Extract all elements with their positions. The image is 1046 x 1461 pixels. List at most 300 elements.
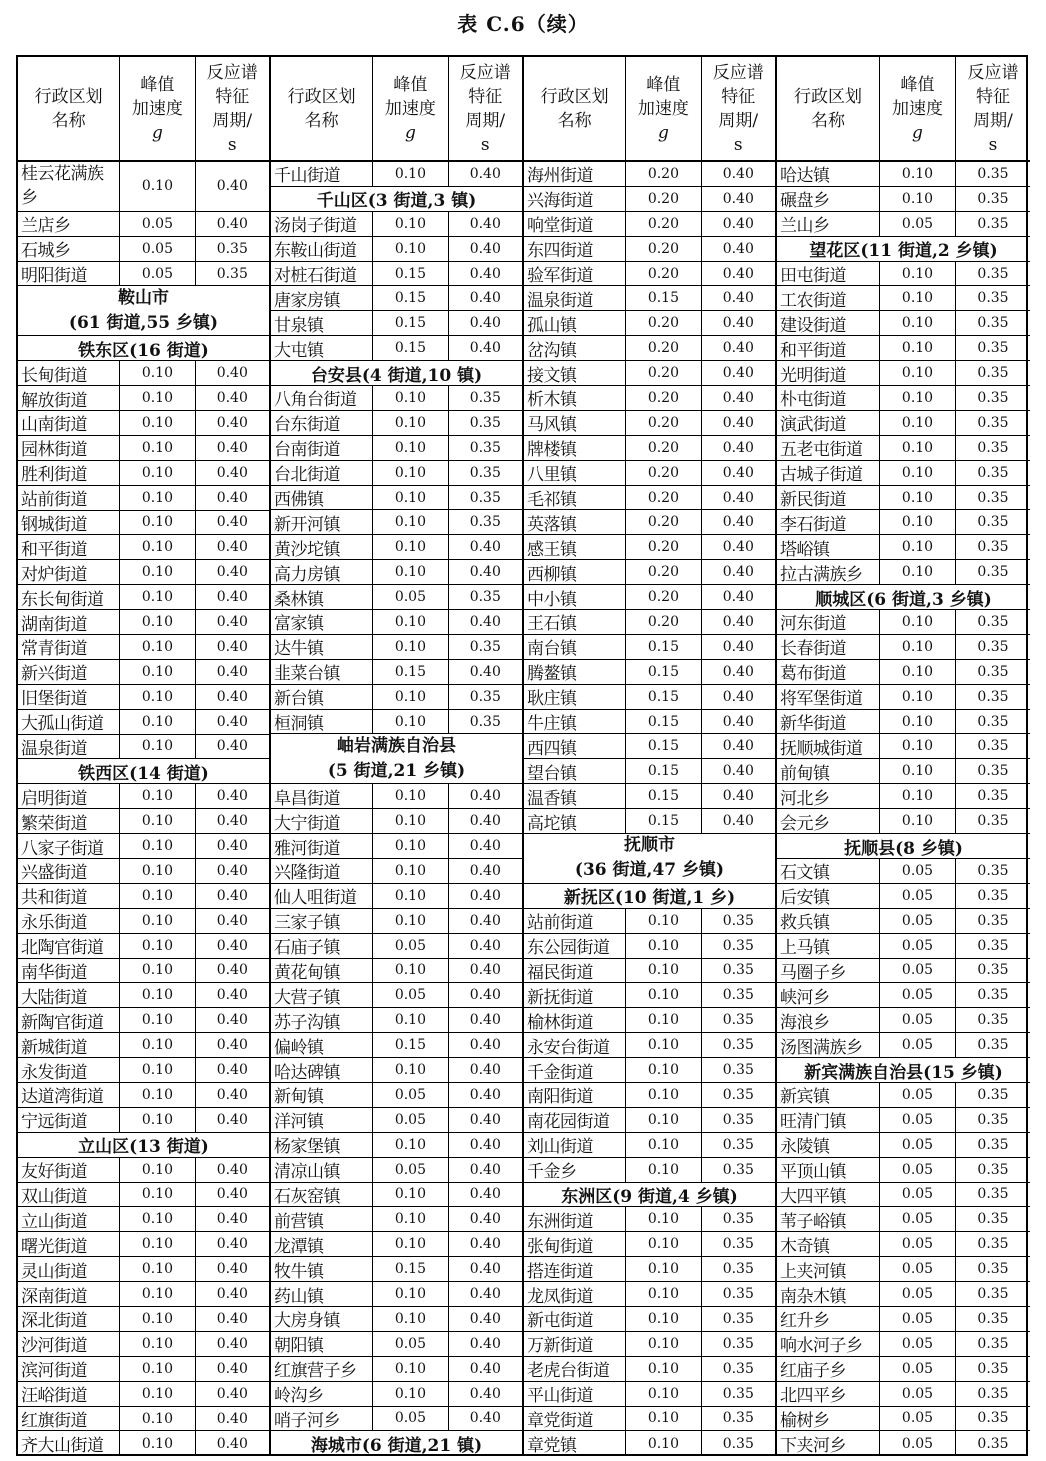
table-row [18, 809, 269, 834]
table-row [524, 1232, 775, 1257]
peak-acceleration: 0.10 [373, 162, 448, 186]
peak-acceleration: 0.20 [626, 560, 701, 584]
table-row [524, 1282, 775, 1307]
characteristic-period: 0.40 [469, 912, 501, 929]
header-name: 行政区划 名称 [524, 57, 626, 160]
characteristic-period: 0.40 [216, 514, 248, 531]
peak-acceleration: 0.10 [373, 784, 448, 808]
header-period: 反应谱 特征 周期/ s [206, 62, 258, 155]
characteristic-period: 0.40 [722, 613, 754, 630]
peak-acceleration: 0.10 [373, 411, 448, 435]
region-name: 南阳街道 [524, 1083, 626, 1107]
city-row [524, 834, 775, 884]
characteristic-period: 0.40 [216, 614, 248, 630]
peak-acceleration: 0.15 [373, 286, 448, 310]
table-row [18, 585, 269, 610]
peak-acceleration: 0.10 [880, 685, 956, 709]
characteristic-period: 0.40 [722, 265, 754, 282]
peak-acceleration: 0.15 [626, 286, 701, 310]
characteristic-period: 0.35 [977, 962, 1009, 979]
characteristic-period: 0.35 [977, 788, 1009, 805]
table-row [271, 1033, 522, 1058]
characteristic-period: 0.35 [722, 1410, 754, 1427]
table-row [18, 1332, 269, 1357]
table-row [18, 1183, 269, 1208]
region-name: 南杂木镇 [777, 1282, 880, 1306]
section-row [777, 237, 1030, 262]
table-row [524, 585, 775, 610]
characteristic-period: 0.40 [469, 1161, 501, 1178]
characteristic-period: 0.40 [216, 539, 248, 556]
peak-acceleration: 0.15 [373, 262, 448, 286]
characteristic-period: 0.40 [722, 564, 754, 581]
characteristic-period: 0.35 [977, 1111, 1009, 1128]
characteristic-period: 0.40 [216, 1037, 248, 1054]
characteristic-period: 0.35 [977, 1186, 1009, 1203]
peak-acceleration: 0.05 [880, 1158, 956, 1182]
city-heading [524, 834, 775, 883]
table-row [777, 386, 1030, 411]
characteristic-period: 0.35 [722, 937, 754, 954]
peak-acceleration: 0.10 [373, 535, 448, 559]
characteristic-period: 0.40 [216, 178, 248, 195]
characteristic-period: 0.40 [469, 1111, 501, 1128]
table-row [777, 1158, 1030, 1183]
characteristic-period: 0.35 [469, 439, 501, 456]
table-row [777, 535, 1030, 560]
peak-acceleration: 0.10 [626, 1158, 701, 1182]
peak-acceleration: 0.10 [626, 1232, 701, 1256]
table-row [271, 1008, 522, 1033]
city-row [18, 286, 269, 336]
region-name: 兰店乡 [18, 212, 120, 236]
table-row [524, 1133, 775, 1158]
region-name: 西四镇 [524, 734, 626, 758]
characteristic-period: 0.35 [977, 389, 1009, 406]
peak-acceleration: 0.10 [880, 635, 956, 659]
peak-acceleration: 0.05 [880, 1232, 956, 1256]
table-row [777, 983, 1030, 1008]
peak-acceleration: 0.20 [626, 311, 701, 335]
header-name: 行政区划 名称 [777, 57, 880, 160]
table-row [271, 1158, 522, 1183]
peak-acceleration: 0.05 [880, 1133, 956, 1157]
characteristic-period: 0.40 [722, 389, 754, 406]
city-heading [271, 734, 522, 783]
table-row [271, 859, 522, 884]
characteristic-period: 0.35 [977, 290, 1009, 307]
characteristic-period: 0.40 [469, 937, 501, 954]
peak-acceleration: 0.10 [880, 784, 956, 808]
characteristic-period: 0.40 [469, 987, 501, 1004]
region-name: 解放街道 [18, 386, 120, 410]
peak-acceleration: 0.10 [880, 486, 956, 510]
table-row [524, 734, 775, 759]
table-row [271, 1307, 522, 1332]
table-row [777, 411, 1030, 436]
characteristic-period: 0.35 [469, 688, 501, 705]
table-row [777, 560, 1030, 585]
peak-acceleration: 0.10 [120, 884, 195, 908]
section-row [524, 1183, 775, 1208]
region-name: 红旗街道 [18, 1407, 120, 1431]
region-name: 新华街道 [777, 710, 880, 734]
table-row [18, 1108, 269, 1133]
region-name: 对桩石街道 [271, 262, 373, 286]
characteristic-period: 0.35 [977, 539, 1009, 556]
characteristic-period: 0.40 [469, 838, 501, 854]
table-row [18, 361, 269, 386]
table-row [777, 610, 1030, 635]
characteristic-period: 0.40 [216, 1410, 248, 1427]
region-name: 李石街道 [777, 510, 880, 534]
peak-acceleration: 0.10 [120, 1008, 195, 1032]
peak-acceleration: 0.10 [880, 162, 956, 186]
region-name: 红升乡 [777, 1307, 880, 1331]
characteristic-period: 0.35 [977, 713, 1009, 730]
table-row [524, 784, 775, 809]
table-row [271, 1058, 522, 1083]
peak-acceleration: 0.10 [120, 784, 195, 808]
table-row [18, 959, 269, 984]
characteristic-period: 0.35 [977, 564, 1009, 581]
table-row [18, 1257, 269, 1282]
region-name: 塔峪镇 [777, 535, 880, 559]
characteristic-period: 0.40 [216, 1236, 248, 1253]
section-heading: 海城市(6 街道,21 镇) [310, 1436, 483, 1457]
characteristic-period: 0.35 [722, 1037, 754, 1054]
characteristic-period: 0.40 [216, 813, 248, 830]
characteristic-period: 0.35 [722, 1335, 754, 1352]
table-row [524, 635, 775, 660]
region-name: 宁远街道 [18, 1108, 120, 1132]
region-name: 汤岗子街道 [271, 212, 373, 236]
header-pga-wrap [638, 73, 689, 145]
region-name: 温香镇 [524, 784, 626, 808]
characteristic-period: 0.40 [216, 439, 248, 456]
table-row [777, 734, 1030, 759]
peak-acceleration: 0.10 [880, 386, 956, 410]
table-row [18, 436, 269, 461]
table-column [524, 57, 777, 1457]
characteristic-period: 0.40 [722, 738, 754, 755]
table-row [524, 983, 775, 1008]
table-row [524, 1058, 775, 1083]
header-period: 反应谱 特征 周期/ s [967, 62, 1019, 155]
region-name: 峡河乡 [777, 983, 880, 1007]
region-name: 大营子镇 [271, 983, 373, 1007]
region-name: 洋河镇 [271, 1108, 373, 1132]
characteristic-period: 0.35 [977, 688, 1009, 705]
region-name: 石庙子镇 [271, 934, 373, 958]
table-row [777, 685, 1030, 710]
characteristic-period: 0.40 [469, 539, 501, 556]
region-name: 千金街道 [524, 1058, 626, 1082]
region-name: 石文镇 [777, 859, 880, 883]
city-name: 抚顺市 [624, 835, 675, 856]
region-name: 岔沟镇 [524, 336, 626, 360]
header-pga-wrap [892, 73, 943, 145]
city-count: (61 街道,55 乡镇) [68, 312, 219, 333]
header-pga-label: 峰值 加速度 [384, 74, 436, 119]
section-heading: 望花区(11 街道,2 乡镇) [809, 241, 998, 261]
table-row [524, 909, 775, 934]
characteristic-period: 0.35 [977, 190, 1009, 207]
city-name: 岫岩满族自治县 [337, 735, 456, 756]
characteristic-period: 0.40 [469, 1286, 501, 1303]
table-row [524, 1332, 775, 1357]
peak-acceleration: 0.10 [120, 162, 195, 211]
characteristic-period: 0.40 [216, 215, 248, 232]
characteristic-period: 0.40 [722, 514, 754, 531]
region-name: 旺清门镇 [777, 1108, 880, 1132]
peak-acceleration: 0.10 [880, 286, 956, 310]
region-name: 腾鳌镇 [524, 660, 626, 684]
table-row [777, 461, 1030, 486]
peak-acceleration: 0.10 [626, 983, 701, 1007]
section-row [524, 884, 775, 909]
region-name: 后安镇 [777, 884, 880, 908]
region-name: 园林街道 [18, 436, 120, 460]
characteristic-period: 0.35 [977, 1211, 1009, 1228]
peak-acceleration: 0.20 [626, 436, 701, 460]
characteristic-period: 0.35 [977, 1261, 1009, 1278]
peak-acceleration: 0.20 [626, 162, 701, 186]
peak-acceleration: 0.20 [626, 535, 701, 559]
peak-acceleration: 0.10 [626, 1307, 701, 1331]
table-row [271, 959, 522, 984]
table-row [777, 859, 1030, 884]
characteristic-period: 0.40 [722, 688, 754, 705]
region-name: 前甸镇 [777, 759, 880, 783]
characteristic-period: 0.40 [216, 1286, 248, 1303]
characteristic-period: 0.40 [469, 862, 501, 879]
table-row [18, 511, 269, 536]
table-row [777, 1183, 1030, 1208]
region-name: 析木镇 [524, 386, 626, 410]
region-name: 雅河街道 [271, 834, 373, 858]
table-row [271, 560, 522, 585]
table-row [271, 1382, 522, 1407]
peak-acceleration: 0.10 [373, 685, 448, 709]
region-name: 常青街道 [18, 635, 120, 659]
characteristic-period: 0.40 [469, 1310, 501, 1327]
characteristic-period: 0.40 [216, 887, 248, 904]
peak-acceleration: 0.10 [120, 1083, 195, 1107]
peak-acceleration: 0.05 [880, 1257, 956, 1281]
characteristic-period: 0.35 [469, 389, 501, 406]
peak-acceleration: 0.10 [120, 959, 195, 983]
table-row [524, 560, 775, 585]
region-name: 对炉街道 [18, 560, 120, 584]
peak-acceleration: 0.05 [373, 1332, 448, 1356]
region-name: 滨河街道 [18, 1357, 120, 1381]
peak-acceleration: 0.10 [120, 560, 195, 584]
characteristic-period: 0.35 [722, 987, 754, 1004]
peak-acceleration: 0.10 [373, 834, 448, 858]
table-row [777, 784, 1030, 809]
peak-acceleration: 0.10 [880, 461, 956, 485]
table-row [271, 1407, 522, 1432]
characteristic-period: 0.40 [216, 389, 248, 406]
table-row [524, 411, 775, 436]
seismic-parameter-table [16, 55, 1028, 1456]
characteristic-period: 0.40 [469, 1261, 501, 1278]
characteristic-period: 0.40 [216, 1335, 248, 1352]
peak-acceleration: 0.10 [626, 1357, 701, 1381]
characteristic-period: 0.40 [469, 887, 501, 904]
peak-acceleration: 0.10 [120, 660, 195, 684]
peak-acceleration: 0.10 [120, 1431, 195, 1456]
characteristic-period: 0.40 [469, 663, 501, 680]
peak-acceleration: 0.10 [880, 560, 956, 584]
region-name: 温泉街道 [18, 735, 120, 759]
peak-acceleration: 0.10 [373, 859, 448, 883]
characteristic-period: 0.40 [216, 912, 248, 929]
characteristic-period: 0.35 [977, 1286, 1009, 1303]
region-name: 大四平镇 [777, 1183, 880, 1207]
region-name: 前营镇 [271, 1207, 373, 1231]
peak-acceleration: 0.05 [880, 884, 956, 908]
characteristic-period: 0.40 [216, 663, 248, 680]
table-row [271, 1183, 522, 1208]
peak-acceleration: 0.20 [626, 237, 701, 261]
characteristic-period: 0.40 [216, 1062, 248, 1079]
peak-acceleration: 0.05 [120, 212, 195, 236]
region-name: 东公园街道 [524, 934, 626, 958]
peak-acceleration: 0.10 [880, 710, 956, 734]
table-row [18, 1282, 269, 1307]
characteristic-period: 0.35 [977, 1310, 1009, 1327]
region-name: 南华街道 [18, 959, 120, 983]
characteristic-period: 0.40 [469, 613, 501, 630]
section-row [271, 361, 522, 386]
table-row [524, 1083, 775, 1108]
region-name: 牛庄镇 [524, 710, 626, 734]
region-name: 三家子镇 [271, 909, 373, 933]
characteristic-period: 0.35 [977, 1335, 1009, 1352]
peak-acceleration: 0.20 [626, 336, 701, 360]
region-name: 新宾镇 [777, 1083, 880, 1107]
header-pga [880, 57, 956, 160]
table-row [777, 262, 1030, 287]
table-row [524, 535, 775, 560]
table-row [18, 486, 269, 511]
peak-acceleration: 0.10 [626, 1033, 701, 1057]
region-name: 海浪乡 [777, 1008, 880, 1032]
peak-acceleration: 0.10 [120, 1158, 195, 1182]
region-name: 兴盛街道 [18, 859, 120, 883]
table-row [271, 311, 522, 336]
header-period: 反应谱 特征 周期/ s [712, 62, 764, 155]
peak-acceleration: 0.15 [626, 759, 701, 783]
section-heading: 东洲区(9 街道,4 乡镇) [561, 1186, 738, 1207]
section-row [777, 585, 1030, 610]
region-name: 新城街道 [18, 1033, 120, 1057]
region-name: 深北街道 [18, 1307, 120, 1331]
table-row [524, 386, 775, 411]
region-name: 平顶山镇 [777, 1158, 880, 1182]
peak-acceleration: 0.10 [373, 1282, 448, 1306]
region-name: 偏岭镇 [271, 1033, 373, 1057]
characteristic-period: 0.40 [469, 1211, 501, 1228]
characteristic-period: 0.40 [722, 763, 754, 780]
table-row [271, 635, 522, 660]
table-row [18, 660, 269, 685]
peak-acceleration: 0.10 [626, 1133, 701, 1157]
table-row [777, 635, 1030, 660]
region-name: 河北乡 [777, 784, 880, 808]
peak-acceleration: 0.05 [120, 262, 195, 286]
region-name: 新台镇 [271, 685, 373, 709]
region-name: 龙潭镇 [271, 1232, 373, 1256]
region-name: 古城子街道 [777, 461, 880, 485]
region-name: 榆树乡 [777, 1407, 880, 1431]
peak-acceleration: 0.10 [120, 1207, 195, 1231]
peak-acceleration: 0.05 [880, 959, 956, 983]
table-row [524, 187, 775, 212]
characteristic-period: 0.40 [722, 365, 754, 382]
peak-acceleration: 0.15 [626, 635, 701, 659]
peak-acceleration: 0.10 [373, 1232, 448, 1256]
characteristic-period: 0.40 [216, 1211, 248, 1228]
region-name: 繁荣街道 [18, 809, 120, 833]
peak-acceleration: 0.20 [626, 461, 701, 485]
region-name: 黄沙坨镇 [271, 535, 373, 559]
characteristic-period: 0.40 [722, 589, 754, 606]
peak-acceleration: 0.05 [880, 212, 956, 236]
characteristic-period: 0.35 [722, 1012, 754, 1029]
characteristic-period: 0.40 [722, 315, 754, 332]
peak-acceleration: 0.10 [120, 511, 195, 535]
characteristic-period: 0.35 [977, 763, 1009, 780]
table-row [777, 1108, 1030, 1133]
characteristic-period: 0.35 [722, 1136, 754, 1153]
characteristic-period: 0.40 [216, 1385, 248, 1402]
region-name: 抚顺城街道 [777, 734, 880, 758]
table-row [271, 784, 522, 809]
characteristic-period: 0.40 [469, 290, 501, 307]
region-name: 兴隆街道 [271, 859, 373, 883]
peak-acceleration: 0.15 [626, 784, 701, 808]
characteristic-period: 0.35 [977, 862, 1009, 879]
region-name: 木奇镇 [777, 1232, 880, 1256]
region-name: 兴海街道 [524, 187, 626, 211]
peak-acceleration: 0.10 [626, 1407, 701, 1431]
peak-acceleration: 0.10 [626, 1083, 701, 1107]
table-row [18, 411, 269, 436]
peak-acceleration: 0.20 [626, 361, 701, 385]
peak-acceleration: 0.10 [373, 1382, 448, 1406]
region-name: 阜昌街道 [271, 784, 373, 808]
table-column [271, 57, 524, 1457]
table-row [777, 1282, 1030, 1307]
characteristic-period: 0.40 [216, 564, 248, 581]
table-row [271, 1108, 522, 1133]
section-row [271, 187, 522, 212]
characteristic-period: 0.35 [722, 1261, 754, 1278]
peak-acceleration: 0.10 [373, 560, 448, 584]
column-header [18, 57, 269, 162]
region-name: 新屯街道 [524, 1307, 626, 1331]
peak-acceleration: 0.05 [373, 1158, 448, 1182]
characteristic-period: 0.40 [469, 1012, 501, 1029]
characteristic-period: 0.40 [722, 489, 754, 506]
section-row [18, 759, 269, 784]
peak-acceleration: 0.15 [373, 1257, 448, 1281]
characteristic-period: 0.40 [722, 439, 754, 456]
table-row [524, 809, 775, 834]
